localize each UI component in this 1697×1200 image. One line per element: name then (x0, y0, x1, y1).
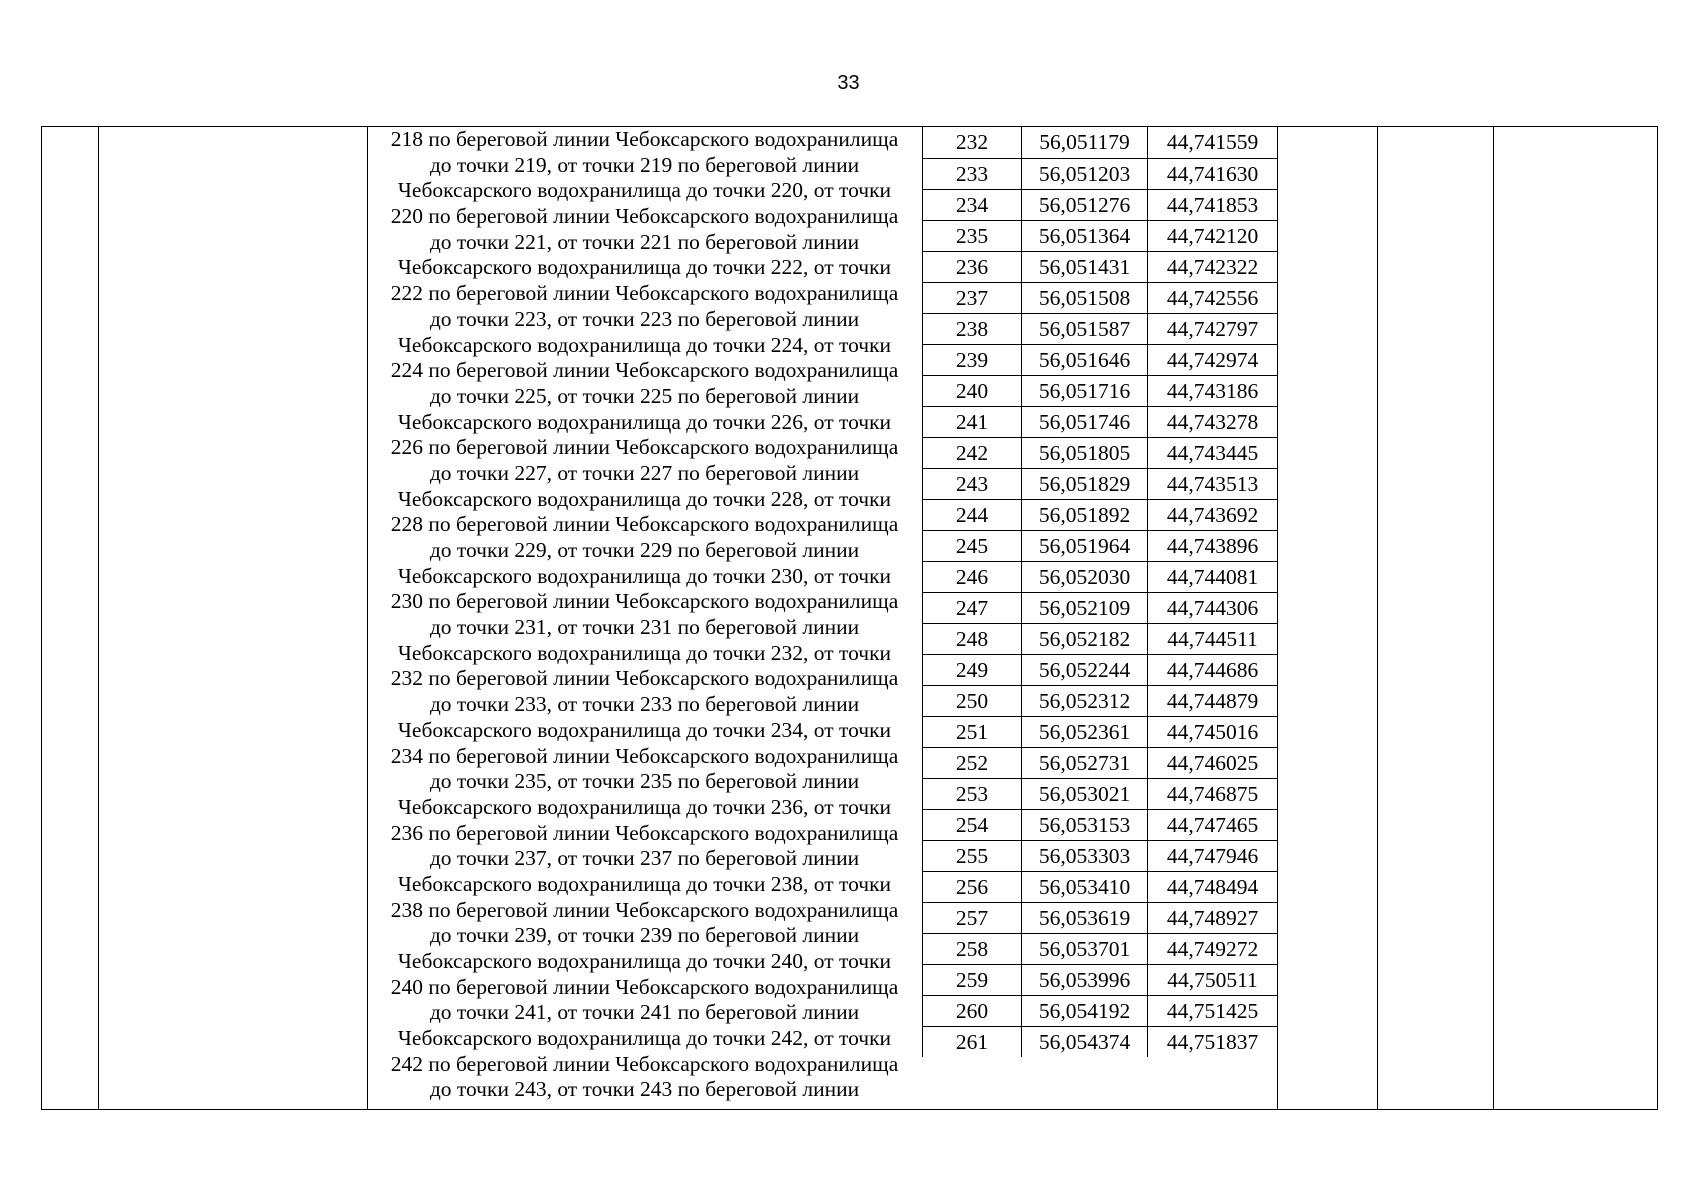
point-number-cell: 237 (923, 282, 1022, 313)
point-number-cell: 244 (923, 499, 1022, 530)
latitude-cell: 56,053153 (1022, 809, 1148, 840)
page-number: 33 (837, 72, 860, 94)
latitude-cell: 56,052030 (1022, 561, 1148, 592)
point-number-cell: 236 (923, 251, 1022, 282)
description-line: до точки 225, от точки 225 по береговой линии (429, 383, 860, 408)
column-divider (1377, 127, 1378, 1109)
point-number-cell: 239 (923, 344, 1022, 375)
longitude-cell: 44,743692 (1148, 499, 1278, 530)
description-line: Чебоксарского водохранилища до точки 220, от точки (397, 178, 892, 203)
point-number-cell: 241 (923, 406, 1022, 437)
table-row (923, 437, 1278, 468)
description-line: 240 по береговой линии Чебоксарского водохранилища (390, 974, 899, 999)
description-line: 222 по береговой линии Чебоксарского водохранилища (390, 281, 899, 306)
description-line: 238 по береговой линии Чебоксарского водохранилища (390, 897, 899, 922)
description-line: Чебоксарского водохранилища до точки 226, от точки (397, 409, 892, 434)
boundary-description (367, 127, 922, 1103)
table-row (923, 530, 1278, 561)
description-line: Чебоксарского водохранилища до точки 224, от точки (397, 332, 892, 357)
latitude-cell: 56,054374 (1022, 1026, 1148, 1057)
longitude-cell: 44,743513 (1148, 468, 1278, 499)
description-line: до точки 227, от точки 227 по береговой линии (429, 460, 860, 485)
description-line: до точки 231, от точки 231 по береговой линии (429, 615, 860, 640)
table-row (923, 313, 1278, 344)
point-number-cell: 247 (923, 592, 1022, 623)
longitude-cell: 44,751425 (1148, 995, 1278, 1026)
point-number-cell: 261 (923, 1026, 1022, 1057)
longitude-cell: 44,744879 (1148, 685, 1278, 716)
table-row (923, 282, 1278, 313)
latitude-cell: 56,053410 (1022, 871, 1148, 902)
point-number-cell: 256 (923, 871, 1022, 902)
point-number-cell: 232 (923, 127, 1022, 158)
description-line: 236 по береговой линии Чебоксарского водохранилища (390, 820, 899, 845)
table-row (923, 344, 1278, 375)
longitude-cell: 44,744511 (1148, 623, 1278, 654)
latitude-cell: 56,052244 (1022, 654, 1148, 685)
table-row (923, 871, 1278, 902)
table-row (923, 964, 1278, 995)
longitude-cell: 44,747465 (1148, 809, 1278, 840)
table-row (923, 127, 1278, 158)
point-number-cell: 254 (923, 809, 1022, 840)
description-line: 218 по береговой линии Чебоксарского водохранилища (390, 127, 899, 151)
point-number-cell: 238 (923, 313, 1022, 344)
description-line: до точки 223, от точки 223 по береговой линии (429, 306, 860, 331)
table-row (923, 158, 1278, 189)
description-line: Чебоксарского водохранилища до точки 240, от точки (397, 949, 892, 973)
longitude-cell: 44,746875 (1148, 778, 1278, 809)
point-number-cell: 234 (923, 189, 1022, 220)
table-row (923, 406, 1278, 437)
latitude-cell: 56,052731 (1022, 747, 1148, 778)
longitude-cell: 44,746025 (1148, 747, 1278, 778)
latitude-cell: 56,053701 (1022, 933, 1148, 964)
table-row (923, 375, 1278, 406)
point-number-cell: 257 (923, 902, 1022, 933)
description-line: до точки 233, от точки 233 по береговой линии (429, 692, 860, 717)
longitude-cell: 44,749272 (1148, 933, 1278, 964)
longitude-cell: 44,750511 (1148, 964, 1278, 995)
latitude-cell: 56,051746 (1022, 406, 1148, 437)
table-row (923, 251, 1278, 282)
point-number-cell: 233 (923, 158, 1022, 189)
description-line: 226 по береговой линии Чебоксарского водохранилища (390, 435, 899, 460)
longitude-cell: 44,742322 (1148, 251, 1278, 282)
latitude-cell: 56,052361 (1022, 716, 1148, 747)
description-line: до точки 219, от точки 219 по береговой линии (429, 152, 860, 177)
table-row (923, 654, 1278, 685)
point-number-cell: 258 (923, 933, 1022, 964)
latitude-cell: 56,052312 (1022, 685, 1148, 716)
table-row (923, 902, 1278, 933)
latitude-cell: 56,051892 (1022, 499, 1148, 530)
description-line: Чебоксарского водохранилища до точки 222, от точки (397, 255, 892, 280)
longitude-cell: 44,748927 (1148, 902, 1278, 933)
table-row (923, 561, 1278, 592)
table-row (923, 189, 1278, 220)
longitude-cell: 44,744686 (1148, 654, 1278, 685)
description-line: 232 по береговой линии Чебоксарского водохранилища (390, 666, 899, 691)
table-row (923, 933, 1278, 964)
latitude-cell: 56,053619 (1022, 902, 1148, 933)
latitude-cell: 56,051203 (1022, 158, 1148, 189)
description-line: Чебоксарского водохранилища до точки 236, от точки (397, 794, 892, 819)
description-line: до точки 229, от точки 229 по береговой линии (429, 538, 860, 562)
longitude-cell: 44,741630 (1148, 158, 1278, 189)
description-line: 230 по береговой линии Чебоксарского водохранилища (390, 589, 899, 614)
description-line: 242 по береговой линии Чебоксарского водохранилища (390, 1051, 899, 1076)
latitude-cell: 56,052182 (1022, 623, 1148, 654)
coordinates-table (922, 127, 1278, 1057)
point-number-cell: 252 (923, 747, 1022, 778)
point-number-cell: 253 (923, 778, 1022, 809)
table-row (923, 995, 1278, 1026)
point-number-cell: 251 (923, 716, 1022, 747)
latitude-cell: 56,053996 (1022, 964, 1148, 995)
latitude-cell: 56,051716 (1022, 375, 1148, 406)
point-number-cell: 245 (923, 530, 1022, 561)
description-line: до точки 235, от точки 235 по береговой линии (429, 769, 860, 794)
longitude-cell: 44,744081 (1148, 561, 1278, 592)
table-row (923, 778, 1278, 809)
description-line: Чебоксарского водохранилища до точки 234, от точки (397, 717, 892, 742)
point-number-cell: 260 (923, 995, 1022, 1026)
description-line: Чебоксарского водохранилища до точки 238, от точки (397, 871, 892, 896)
longitude-cell: 44,741853 (1148, 189, 1278, 220)
point-number-cell: 259 (923, 964, 1022, 995)
latitude-cell: 56,051276 (1022, 189, 1148, 220)
table-row (923, 716, 1278, 747)
longitude-cell: 44,742556 (1148, 282, 1278, 313)
latitude-cell: 56,051179 (1022, 127, 1148, 158)
point-number-cell: 249 (923, 654, 1022, 685)
longitude-cell: 44,743896 (1148, 530, 1278, 561)
longitude-cell: 44,742974 (1148, 344, 1278, 375)
point-number-cell: 243 (923, 468, 1022, 499)
longitude-cell: 44,745016 (1148, 716, 1278, 747)
longitude-cell: 44,743445 (1148, 437, 1278, 468)
table-row (923, 809, 1278, 840)
description-line: Чебоксарского водохранилища до точки 228, от точки (397, 486, 892, 511)
longitude-cell: 44,741559 (1148, 127, 1278, 158)
latitude-cell: 56,051964 (1022, 530, 1148, 561)
longitude-cell: 44,742797 (1148, 313, 1278, 344)
boundary-table (41, 126, 1658, 1110)
table-row (923, 499, 1278, 530)
description-line: 234 по береговой линии Чебоксарского водохранилища (390, 743, 899, 768)
table-row (923, 685, 1278, 716)
column-divider (98, 127, 99, 1109)
point-number-cell: 242 (923, 437, 1022, 468)
point-number-cell: 240 (923, 375, 1022, 406)
point-number-cell: 246 (923, 561, 1022, 592)
longitude-cell: 44,747946 (1148, 840, 1278, 871)
table-row (923, 840, 1278, 871)
table-row (923, 220, 1278, 251)
table-row (923, 468, 1278, 499)
longitude-cell: 44,751837 (1148, 1026, 1278, 1057)
description-line: до точки 239, от точки 239 по береговой линии (429, 923, 860, 948)
longitude-cell: 44,744306 (1148, 592, 1278, 623)
description-line: до точки 221, от точки 221 по береговой линии (429, 229, 860, 254)
latitude-cell: 56,051587 (1022, 313, 1148, 344)
latitude-cell: 56,051431 (1022, 251, 1148, 282)
latitude-cell: 56,051805 (1022, 437, 1148, 468)
point-number-cell: 250 (923, 685, 1022, 716)
description-line: Чебоксарского водохранилища до точки 242, от точки (397, 1026, 892, 1051)
description-line: до точки 241, от точки 241 по береговой линии (429, 1000, 860, 1025)
latitude-cell: 56,053021 (1022, 778, 1148, 809)
longitude-cell: 44,748494 (1148, 871, 1278, 902)
description-line: до точки 243, от точки 243 по береговой линии (429, 1077, 860, 1102)
latitude-cell: 56,054192 (1022, 995, 1148, 1026)
table-row (923, 623, 1278, 654)
description-line: 220 по береговой линии Чебоксарского водохранилища (390, 204, 899, 229)
latitude-cell: 56,051829 (1022, 468, 1148, 499)
description-line: 228 по береговой линии Чебоксарского водохранилища (390, 512, 899, 537)
table-row (923, 1026, 1278, 1057)
description-line: 224 по береговой линии Чебоксарского водохранилища (390, 358, 899, 383)
longitude-cell: 44,743186 (1148, 375, 1278, 406)
description-line: до точки 237, от точки 237 по береговой линии (429, 846, 860, 871)
latitude-cell: 56,051364 (1022, 220, 1148, 251)
point-number-cell: 248 (923, 623, 1022, 654)
description-line: Чебоксарского водохранилища до точки 230, от точки (397, 563, 892, 588)
point-number-cell: 255 (923, 840, 1022, 871)
latitude-cell: 56,052109 (1022, 592, 1148, 623)
longitude-cell: 44,743278 (1148, 406, 1278, 437)
longitude-cell: 44,742120 (1148, 220, 1278, 251)
column-divider (1493, 127, 1494, 1109)
table-row (923, 747, 1278, 778)
latitude-cell: 56,053303 (1022, 840, 1148, 871)
point-number-cell: 235 (923, 220, 1022, 251)
description-line: Чебоксарского водохранилища до точки 232, от точки (397, 640, 892, 665)
latitude-cell: 56,051646 (1022, 344, 1148, 375)
latitude-cell: 56,051508 (1022, 282, 1148, 313)
table-row (923, 592, 1278, 623)
